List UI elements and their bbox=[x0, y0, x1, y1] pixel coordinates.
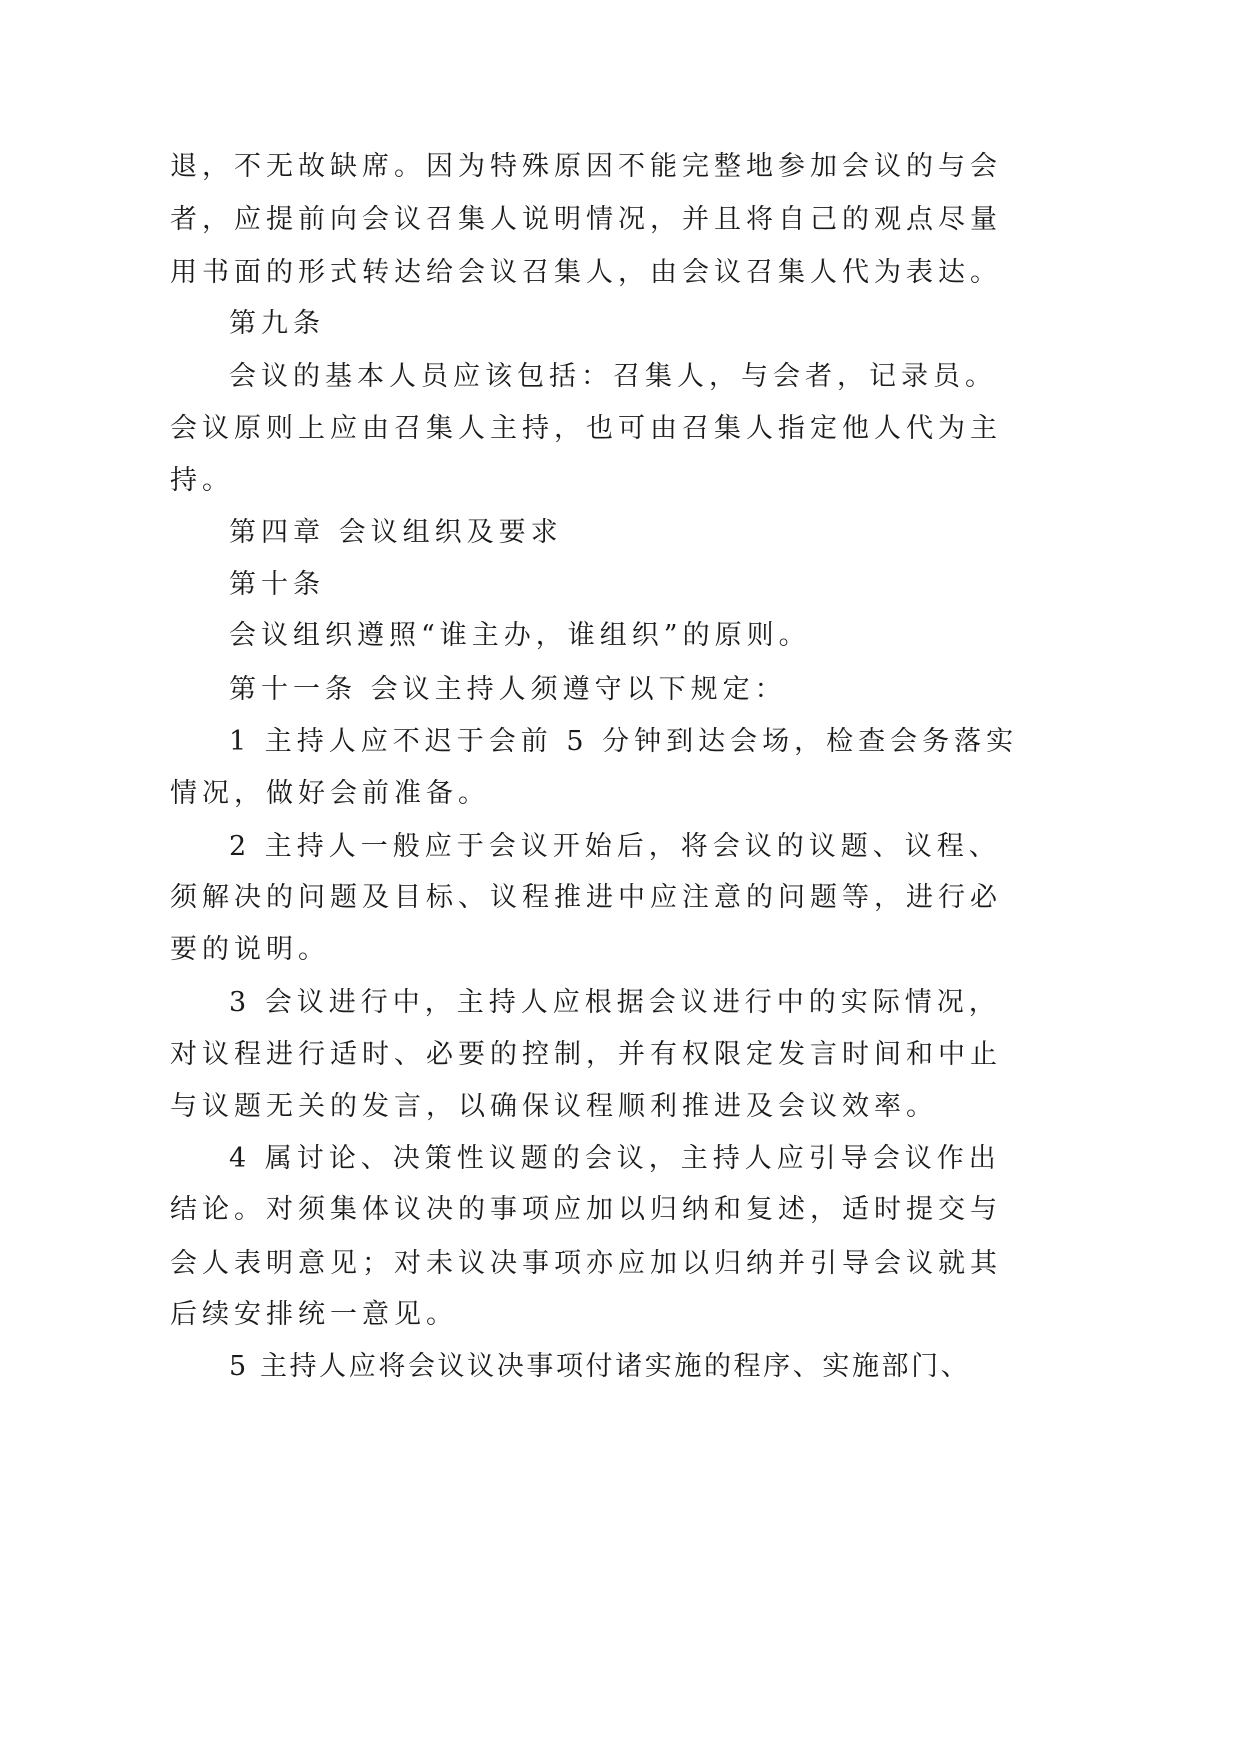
text-line: 须解决的问题及目标、议程推进中应注意的问题等，进行必 bbox=[170, 882, 1002, 913]
chapter-heading: 第四章 会议组织及要求 bbox=[229, 517, 563, 548]
list-item: 4 属讨论、决策性议题的会议，主持人应引导会议作出 bbox=[229, 1143, 1001, 1174]
article-heading: 第十条 bbox=[229, 569, 325, 600]
text-line: 退，不无故缺席。因为特殊原因不能完整地参加会议的与会 bbox=[170, 151, 1002, 182]
text-line: 会人表明意见；对未议决事项亦应加以归纳并引导会议就其 bbox=[170, 1248, 1002, 1279]
text-line: 对议程进行适时、必要的控制，并有权限定发言时间和中止 bbox=[170, 1039, 1002, 1070]
text-line: 后续安排统一意见。 bbox=[170, 1299, 458, 1330]
text-line: 用书面的形式转达给会议召集人，由会议召集人代为表达。 bbox=[170, 257, 1002, 288]
list-item: 5 主持人应将会议议决事项付诸实施的程序、实施部门、 bbox=[229, 1351, 971, 1382]
list-item: 2 主持人一般应于会议开始后，将会议的议题、议程、 bbox=[229, 831, 1001, 862]
text-line: 会议的基本人员应该包括：召集人，与会者，记录员。 bbox=[229, 361, 997, 392]
article-heading: 第九条 bbox=[229, 308, 325, 339]
text-line: 会议组织遵照“谁主办，谁组织”的原则。 bbox=[229, 620, 811, 651]
text-line: 与议题无关的发言，以确保议程顺利推进及会议效率。 bbox=[170, 1091, 938, 1122]
article-heading: 第十一条 会议主持人须遵守以下规定： bbox=[229, 674, 787, 705]
text-line: 持。 bbox=[170, 465, 234, 496]
text-line: 要的说明。 bbox=[170, 934, 330, 965]
text-line: 会议原则上应由召集人主持，也可由召集人指定他人代为主 bbox=[170, 413, 1002, 444]
text-line: 情况，做好会前准备。 bbox=[170, 778, 490, 809]
list-item: 1 主持人应不迟于会前 5 分钟到达会场，检查会务落实 bbox=[229, 726, 1019, 757]
list-item: 3 会议进行中，主持人应根据会议进行中的实际情况， bbox=[229, 987, 1001, 1018]
text-line: 者，应提前向会议召集人说明情况，并且将自己的观点尽量 bbox=[170, 204, 1002, 235]
text-line: 结论。对须集体议决的事项应加以归纳和复述，适时提交与 bbox=[170, 1194, 1002, 1225]
